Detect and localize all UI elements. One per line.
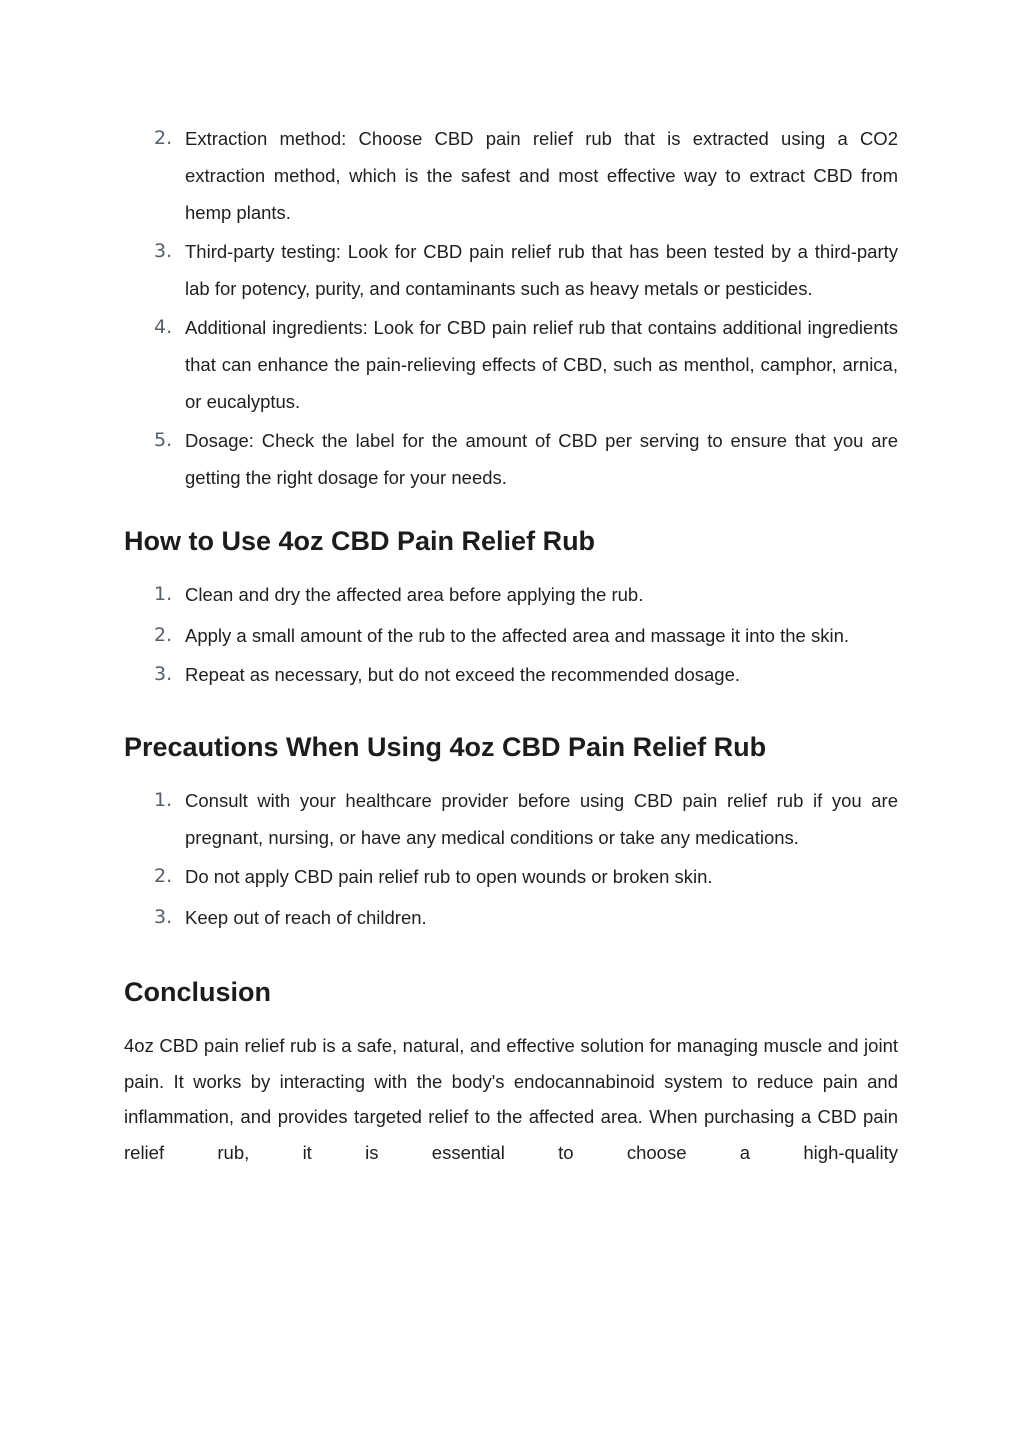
- list-item-text: Apply a small amount of the rub to the affected area and massage it into the skin.: [185, 625, 849, 646]
- list-number: 3.: [154, 240, 173, 262]
- list-item-text: Additional ingredients: Look for CBD pain relief rub that contains additional ingredients that can enhance the pain-relieving effects of CBD, such as menthol, camphor, arnica, or eucalyptus.: [185, 317, 898, 412]
- buying-criteria-list: [124, 120, 898, 496]
- list-item-text: Repeat as necessary, but do not exceed the recommended dosage.: [185, 664, 741, 685]
- list-number: 3.: [154, 663, 173, 685]
- list-item: [124, 309, 898, 420]
- how-to-use-list: [124, 576, 898, 693]
- list-number: 4.: [154, 316, 173, 338]
- section-heading-precautions: Precautions When Using 4oz CBD Pain Relief Rub: [124, 732, 767, 762]
- list-item-text: Consult with your healthcare provider before using CBD pain relief rub if you are pregnant, nursing, or have any medical conditions or take any medications.: [185, 790, 898, 848]
- list-number: 2.: [154, 127, 173, 149]
- list-number: 5.: [154, 429, 173, 451]
- list-item: [124, 576, 898, 613]
- list-item: [124, 617, 898, 654]
- list-item-text: Dosage: Check the label for the amount of CBD per serving to ensure that you are getting the right dosage for your needs.: [185, 430, 898, 488]
- list-item: [124, 120, 898, 231]
- section-heading-how-to-use: How to Use 4oz CBD Pain Relief Rub: [124, 526, 596, 556]
- list-number: 3.: [154, 906, 173, 928]
- list-item: [124, 782, 898, 856]
- conclusion-paragraph: 4oz CBD pain relief rub is a safe, natural, and effective solution for managing muscle and joint pain. It works by interacting with the body's endocannabinoid system to reduce pain and inflammation, and provides targeted relief to the affected area. When purchasing a CBD pain relief rub, it is essential to choose a high-quality: [124, 1035, 898, 1163]
- list-item: [124, 858, 898, 895]
- list-number: 2.: [154, 624, 173, 646]
- list-item: [124, 899, 898, 936]
- precautions-list: [124, 782, 898, 936]
- list-item: [124, 656, 898, 693]
- section-heading-conclusion: Conclusion: [124, 977, 271, 1007]
- list-item: [124, 422, 898, 496]
- list-number: 1.: [154, 789, 173, 811]
- list-item-text: Extraction method: Choose CBD pain relief rub that is extracted using a CO2 extraction method, which is the safest and most effective way to extract CBD from hemp plants.: [185, 128, 898, 223]
- list-number: 2.: [154, 865, 173, 887]
- list-item: [124, 233, 898, 307]
- list-item-text: Keep out of reach of children.: [185, 907, 427, 928]
- document-page: [124, 120, 898, 1170]
- list-item-text: Clean and dry the affected area before applying the rub.: [185, 584, 644, 605]
- list-number: 1.: [154, 583, 173, 605]
- list-item-text: Do not apply CBD pain relief rub to open wounds or broken skin.: [185, 866, 713, 887]
- list-item-text: Third-party testing: Look for CBD pain relief rub that has been tested by a third-party lab for potency, purity, and contaminants such as heavy metals or pesticides.: [185, 241, 898, 299]
